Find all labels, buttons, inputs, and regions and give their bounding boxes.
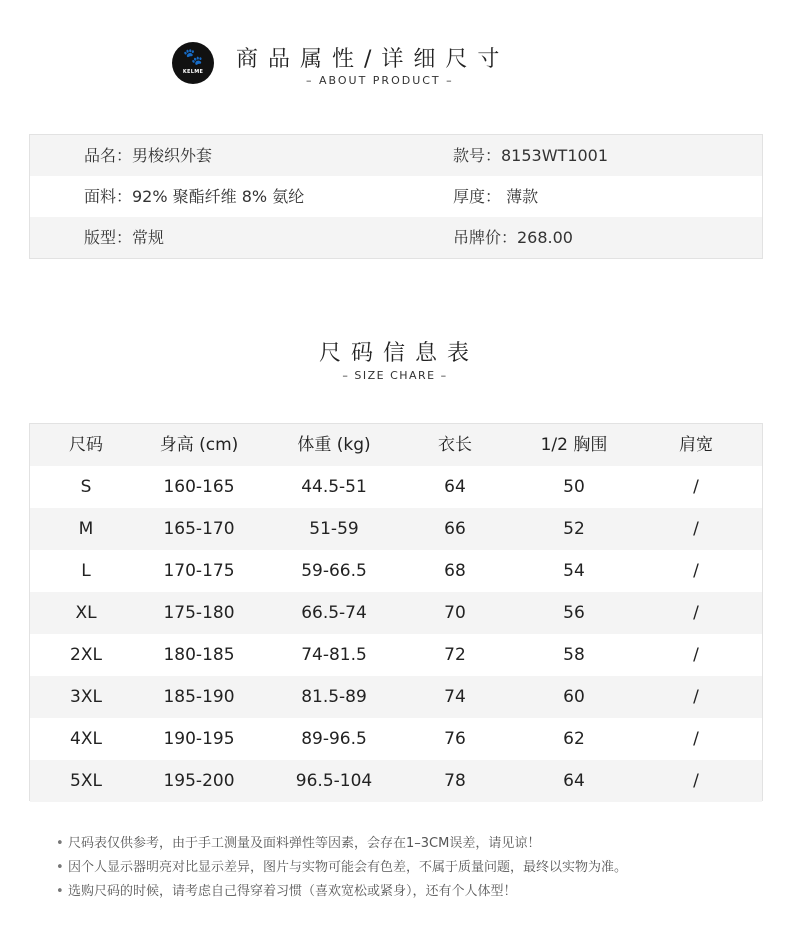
logo-text: KELME <box>182 69 204 75</box>
size-chart-title: 尺码信息表 <box>318 341 479 366</box>
cell-chest: 54 <box>563 561 585 581</box>
cell-size: 4XL <box>70 729 102 749</box>
cell-weight: 81.5-89 <box>301 687 367 707</box>
cell-height: 180-185 <box>163 645 235 665</box>
attribute-row <box>30 176 762 217</box>
cell-weight: 59-66.5 <box>301 561 367 581</box>
cell-height: 190-195 <box>163 729 235 749</box>
cell-shoulder: / <box>693 771 699 791</box>
attribute-row <box>30 217 762 258</box>
list-item <box>56 880 776 904</box>
cell-length: 78 <box>444 771 466 791</box>
bullet-icon: • <box>56 860 64 875</box>
attribute-price: 吊牌价：268.00 <box>453 228 573 247</box>
note-text: 因个人显示器明亮对比显示差异，图片与实物可能会有色差，不属于质量问题，最终以实物为准。 <box>68 860 628 875</box>
header-chest: 1/2 胸围 <box>540 435 608 455</box>
cell-height: 165-170 <box>163 519 235 539</box>
attribute-row <box>30 135 762 176</box>
table-row <box>30 634 762 676</box>
size-table <box>29 423 763 801</box>
table-row <box>30 550 762 592</box>
cell-height: 185-190 <box>163 687 235 707</box>
cell-chest: 60 <box>563 687 585 707</box>
cell-chest: 62 <box>563 729 585 749</box>
bullet-icon: • <box>56 836 64 851</box>
note-text: 尺码表仅供参考，由于手工测量及面料弹性等因素，会存在1–3CM误差，请见谅！ <box>68 836 541 851</box>
paw-icon: 🐾 <box>183 47 203 66</box>
cell-length: 74 <box>444 687 466 707</box>
cell-height: 175-180 <box>163 603 235 623</box>
size-chart-subtitle: – SIZE CHARE – <box>342 369 448 382</box>
attribute-name: 品名：男梭织外套 <box>84 146 213 165</box>
cell-shoulder: / <box>693 729 699 749</box>
cell-length: 68 <box>444 561 466 581</box>
cell-size: 2XL <box>70 645 102 665</box>
cell-shoulder: / <box>693 519 699 539</box>
list-item <box>56 856 776 880</box>
list-item <box>56 832 776 856</box>
cell-length: 72 <box>444 645 466 665</box>
section-title: 商品属性/详细尺寸 <box>236 47 510 72</box>
cell-size: M <box>78 519 94 539</box>
bullet-icon: • <box>56 884 64 899</box>
cell-size: S <box>80 477 92 497</box>
cell-weight: 66.5-74 <box>301 603 367 623</box>
cell-chest: 58 <box>563 645 585 665</box>
cell-length: 64 <box>444 477 466 497</box>
table-row <box>30 718 762 760</box>
attribute-style-no: 款号：8153WT1001 <box>453 146 609 165</box>
cell-chest: 64 <box>563 771 585 791</box>
cell-shoulder: / <box>693 687 699 707</box>
cell-height: 170-175 <box>163 561 235 581</box>
cell-shoulder: / <box>693 603 699 623</box>
cell-size: 3XL <box>70 687 102 707</box>
cell-length: 76 <box>444 729 466 749</box>
kelme-logo <box>172 42 214 84</box>
cell-shoulder: / <box>693 645 699 665</box>
table-row <box>30 592 762 634</box>
notes-list <box>56 832 776 904</box>
table-row <box>30 466 762 508</box>
cell-weight: 51-59 <box>309 519 359 539</box>
table-row <box>30 508 762 550</box>
cell-size: 5XL <box>70 771 102 791</box>
attribute-fit: 版型：常规 <box>84 228 165 247</box>
cell-length: 70 <box>444 603 466 623</box>
header-size: 尺码 <box>69 435 103 455</box>
attribute-fabric: 面料：92% 聚酯纤维 8% 氨纶 <box>84 187 305 206</box>
header-weight: 体重 (kg) <box>297 435 371 455</box>
header-length: 衣长 <box>438 435 472 455</box>
cell-weight: 74-81.5 <box>301 645 367 665</box>
cell-chest: 52 <box>563 519 585 539</box>
attribute-thickness: 厚度： 薄款 <box>453 187 539 206</box>
table-row <box>30 676 762 718</box>
product-header <box>0 0 790 110</box>
note-text: 选购尺码的时候，请考虑自己得穿着习惯（喜欢宽松或紧身），还有个人体型！ <box>68 884 517 899</box>
cell-shoulder: / <box>693 477 699 497</box>
table-header-row <box>30 424 762 466</box>
cell-size: L <box>81 561 91 581</box>
attribute-table <box>29 134 763 259</box>
table-row <box>30 760 762 802</box>
section-subtitle: – ABOUT PRODUCT – <box>306 74 454 87</box>
cell-size: XL <box>75 603 97 623</box>
cell-height: 195-200 <box>163 771 235 791</box>
cell-shoulder: / <box>693 561 699 581</box>
cell-chest: 50 <box>563 477 585 497</box>
cell-height: 160-165 <box>163 477 235 497</box>
header-height: 身高 (cm) <box>159 435 239 455</box>
cell-weight: 96.5-104 <box>295 771 373 791</box>
cell-weight: 89-96.5 <box>301 729 367 749</box>
cell-weight: 44.5-51 <box>301 477 367 497</box>
cell-length: 66 <box>444 519 466 539</box>
cell-chest: 56 <box>563 603 585 623</box>
header-shoulder: 肩宽 <box>679 435 713 455</box>
